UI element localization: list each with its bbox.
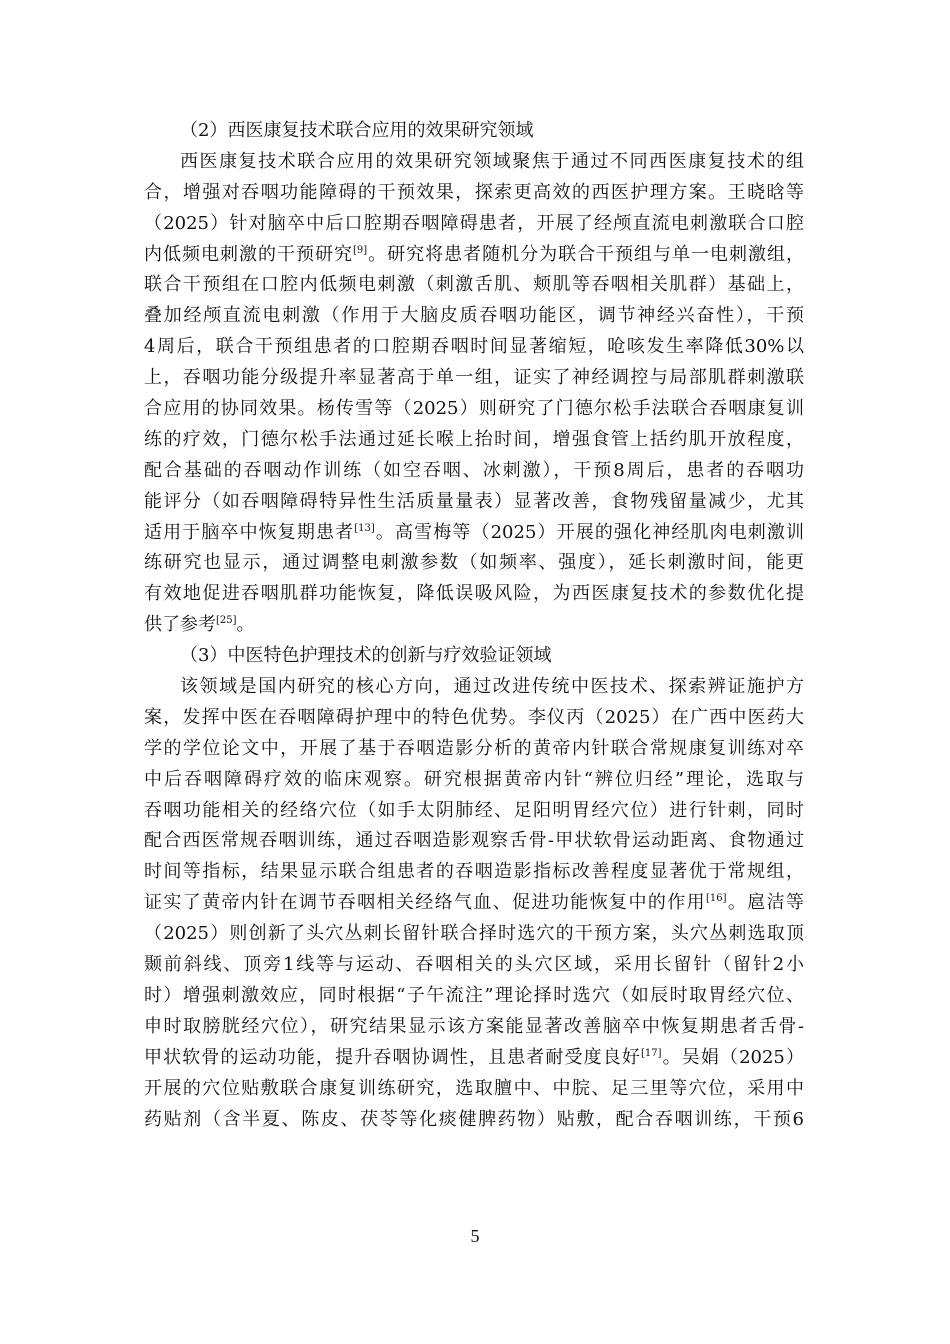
citation-superscript: [13] (354, 522, 375, 534)
line-text: 适用于脑卒中恢复期患者 (144, 521, 355, 543)
line-text: 配合西医常规吞咽训练，通过吞咽造影观察舌骨-甲状软骨运动距离、食物通过 (144, 830, 804, 852)
line-text: 开展的穴位贴敷联合康复训练研究，选取膻中、中脘、足三里等穴位，采用中 (144, 1077, 804, 1099)
line-text-continued: 。高雪梅等（2025）开展的强化神经肌肉电刺激训 (374, 521, 804, 543)
text-line (144, 116, 804, 147)
text-line (144, 672, 804, 703)
line-text-continued: 。吴娟（2025） (661, 1046, 804, 1068)
text-line (144, 147, 804, 178)
text-line (144, 796, 804, 827)
text-line (144, 857, 804, 888)
line-text: 证实了黄帝内针在调节吞咽相关经络气血、促进功能恢复中的作用 (144, 892, 706, 914)
line-text: 联合干预组在口腔内低频电刺激（刺激舌肌、颊肌等吞咽相关肌群）基础上， (144, 274, 804, 296)
citation-superscript: [25] (216, 615, 237, 627)
text-line (144, 950, 804, 981)
text-line (144, 363, 804, 394)
line-text: 叠加经颅直流电刺激（作用于大脑皮质吞咽功能区，调节神经兴奋性），干预 (144, 305, 804, 327)
line-text: 学的学位论文中，开展了基于吞咽造影分析的黄帝内针联合常规康复训练对卒 (144, 737, 804, 759)
citation-superscript: [16] (705, 893, 727, 905)
line-text: 吞咽功能相关的经络穴位（如手太阴肺经、足阳明胃经穴位）进行针刺，同时 (144, 799, 804, 821)
page-number: 5 (470, 1226, 480, 1246)
text-line (144, 641, 804, 672)
text-line (144, 209, 804, 240)
line-text: 练研究也显示，通过调整电刺激参数（如频率、强度），延长刺激时间，能更 (144, 552, 804, 574)
line-text: 甲状软骨的运动功能，提升吞咽协调性，且患者耐受度良好 (144, 1046, 641, 1068)
body-text (144, 116, 804, 1135)
text-line (144, 178, 804, 209)
line-text: （2）西医康复技术联合应用的效果研究领域 (180, 120, 534, 141)
line-text: 中后吞咽障碍疗效的临床观察。研究根据黄帝内针“辨位归经”理论，选取与 (144, 768, 804, 790)
line-text: 练的疗效，门德尔松手法通过延长喉上抬时间，增强食管上括约肌开放程度， (144, 428, 804, 450)
line-text: 时间等指标，结果显示联合组患者的吞咽造影指标改善程度显著优于常规组， (144, 861, 804, 883)
citation-superscript: [17] (640, 1047, 662, 1059)
text-line (144, 301, 804, 332)
text-line (144, 425, 804, 456)
line-text: （2025）针对脑卒中后口腔期吞咽障碍患者，开展了经颅直流电刺激联合口腔 (144, 212, 804, 234)
line-text: 配合基础的吞咽动作训练（如空吞咽、冰刺激），干预8周后，患者的吞咽功 (144, 459, 804, 481)
text-line (144, 270, 804, 301)
text-line (144, 1012, 804, 1043)
text-line (144, 919, 804, 950)
line-text: 上，吞咽功能分级提升率显著高于单一组，证实了神经调控与局部肌群刺激联 (144, 367, 804, 389)
line-text: 西医康复技术联合应用的效果研究领域聚焦于通过不同西医康复技术的组 (180, 150, 804, 172)
text-line (144, 888, 804, 919)
line-text: 4周后，联合干预组患者的口腔期吞咽时间显著缩短，呛咳发生率降低30%以 (144, 336, 804, 358)
text-line (144, 765, 804, 796)
text-line (144, 456, 804, 487)
line-text: 供了参考 (144, 614, 216, 636)
text-line (144, 1074, 804, 1105)
line-text: （2025）则创新了头穴丛刺长留针联合择时选穴的干预方案，头穴丛刺选取顶 (144, 923, 804, 945)
line-text: 内低频电刺激的干预研究 (144, 243, 353, 265)
line-text: 该领域是国内研究的核心方向，通过改进传统中医技术、探索辨证施护方 (180, 676, 804, 698)
line-text: 申时取膀胱经穴位），研究结果显示该方案能显著改善脑卒中恢复期患者舌骨- (144, 1015, 804, 1037)
line-text-continued: 。 (236, 614, 255, 636)
text-line (144, 703, 804, 734)
text-line (144, 332, 804, 363)
line-text-continued: 。研究将患者随机分为联合干预组与单一电刺激组， (367, 243, 804, 265)
line-text: 时）增强刺激效应，同时根据“子午流注”理论择时选穴（如辰时取胃经穴位、 (144, 984, 804, 1006)
line-text: 合应用的协同效果。杨传雪等（2025）则研究了门德尔松手法联合吞咽康复训 (144, 398, 804, 420)
line-text: 能评分（如吞咽障碍特异性生活质量量表）显著改善，食物残留量减少，尤其 (144, 490, 804, 512)
text-line (144, 487, 804, 518)
text-line (144, 240, 804, 271)
line-text: 案，发挥中医在吞咽障碍护理中的特色优势。李仪丙（2025）在广西中医药大 (144, 706, 804, 728)
line-text: 颞前斜线、顶旁1线等与运动、吞咽相关的头穴区域，采用长留针（留针2小 (144, 954, 804, 976)
line-text: 有效地促进吞咽肌群功能恢复，降低误吸风险，为西医康复技术的参数优化提 (144, 583, 804, 605)
line-text: 合，增强对吞咽功能障碍的干预效果，探索更高效的西医护理方案。王晓晗等 (144, 181, 804, 203)
text-line (144, 518, 804, 549)
text-line (144, 734, 804, 765)
line-text: （3）中医特色护理技术的创新与疗效验证领域 (180, 645, 552, 667)
text-line (144, 1043, 804, 1074)
text-line (144, 1105, 804, 1136)
text-line (144, 579, 804, 610)
text-line (144, 826, 804, 857)
text-line (144, 394, 804, 425)
citation-superscript: [9] (352, 244, 368, 256)
text-line (144, 981, 804, 1012)
text-line (144, 610, 804, 641)
line-text: 药贴剂（含半夏、陈皮、茯苓等化痰健脾药物）贴敷，配合吞咽训练，干预6 (144, 1108, 804, 1130)
text-line (144, 548, 804, 579)
line-text-continued: 。扈洁等 (726, 892, 804, 914)
